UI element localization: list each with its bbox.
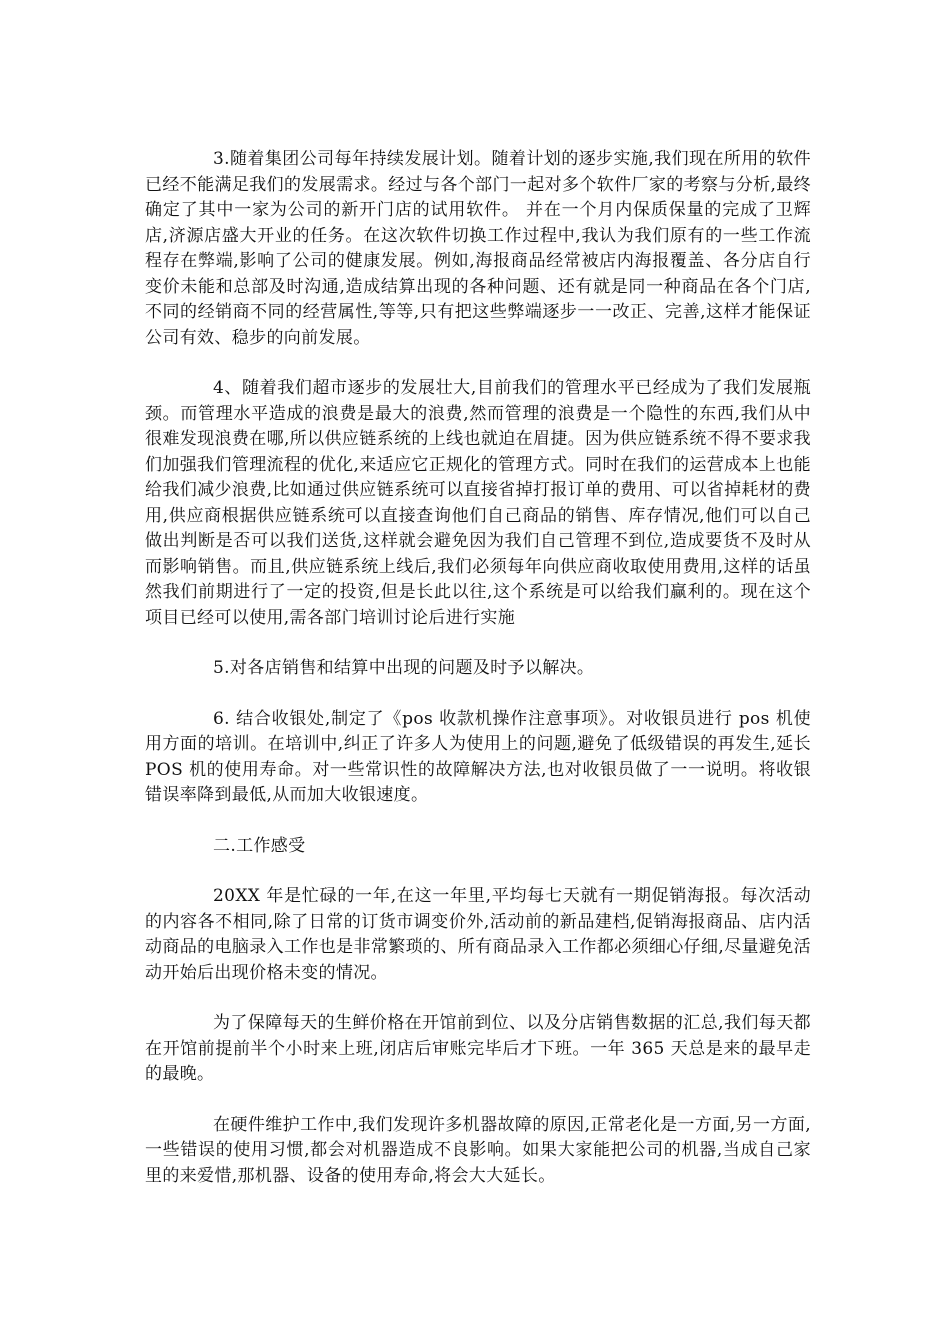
paragraph-pos-training: 6. 结合收银处,制定了《pos 收款机操作注意事项》。对收银员进行 pos 机使用方面的培训。在培训中,纠正了许多人为使用上的问题,避免了低级错误的再发生,延长 POS 机的使用寿命。对一些常识性的故障解决方法,也对收银员做了一一说明。将收银错误率降到最低,从而加大收银速度。 bbox=[145, 708, 811, 805]
paragraph-busy-year: 20XX 年是忙碌的一年,在这一年里,平均每七天就有一期促销海报。每次活动的内容各不相同,除了日常的订货市调变价外,活动前的新品建档,促销海报商品、店内活动商品的电脑录入工作也是非常繁琐的、所有商品录入工作都必须细心仔细,尽量避免活动开始后出现价格未变的情况。 bbox=[145, 886, 811, 983]
paragraph-early-hours: 为了保障每天的生鲜价格在开馆前到位、以及分店销售数据的汇总,我们每天都在开馆前提前半个小时来上班,闭店后审账完毕后才下班。一年 365 天总是来的最早走的最晚。 bbox=[145, 1013, 811, 1084]
paragraph-software-rollout: 3.随着集团公司每年持续发展计划。随着计划的逐步实施,我们现在所用的软件已经不能满足我们的发展需求。经过与各个部门一起对多个软件厂家的考察与分析,最终确定了其中一家为公司的新开门店的试用软件。 并在一个月内保质保量的完成了卫辉店,济源店盛大开业的任务。在这次软件切换工作过程中,我认为我们原有的一些工作流程存在弊端,影响了公司的健康发展。例如,海报商品经常被店内海报覆盖、各分店自行变价未能和总部及时沟通,造成结算出现的各种问题、还有就是同一种商品在各个门店,不同的经销商不同的经营属性,等等,只有把这些弊端逐步一一改正、完善,这样才能保证公司有效、稳步的向前发展。 bbox=[145, 149, 811, 348]
paragraph-supply-chain: 4、随着我们超市逐步的发展壮大,目前我们的管理水平已经成为了我们发展瓶颈。而管理水平造成的浪费是最大的浪费,然而管理的浪费是一个隐性的东西,我们从中很难发现浪费在哪,所以供应链系统的上线也就迫在眉捷。因为供应链系统不得不要求我们加强我们管理流程的优化,来适应它正规化的管理方式。同时在我们的运营成本上也能给我们减少浪费,比如通过供应链系统可以直接省掉打报订单的费用、可以省掉耗材的费用,供应商根据供应链系统可以直接查询他们自己商品的销售、库存情况,他们可以自己做出判断是否可以我们送货,这样就会避免因为我们自己管理不到位,造成要货不及时从而影响销售。而且,供应链系统上线后,我们必须每年向供应商收取使用费用,这样的话虽然我们前期进行了一定的投资,但是长此以往,这个系统是可以给我们赢利的。现在这个项目已经可以使用,需各部门培训讨论后进行实施 bbox=[145, 378, 811, 628]
paragraph-store-issues: 5.对各店销售和结算中出现的问题及时予以解决。 bbox=[213, 658, 595, 678]
document-page bbox=[145, 147, 811, 1189]
paragraph-hardware-maintenance: 在硬件维护工作中,我们发现许多机器故障的原因,正常老化是一方面,另一方面,一些错误的使用习惯,都会对机器造成不良影响。如果大家能把公司的机器,当成自己家里的来爱惜,那机器、设备的使用寿命,将会大大延长。 bbox=[145, 1114, 811, 1186]
section-heading-work-feelings: 二.工作感受 bbox=[213, 835, 306, 856]
